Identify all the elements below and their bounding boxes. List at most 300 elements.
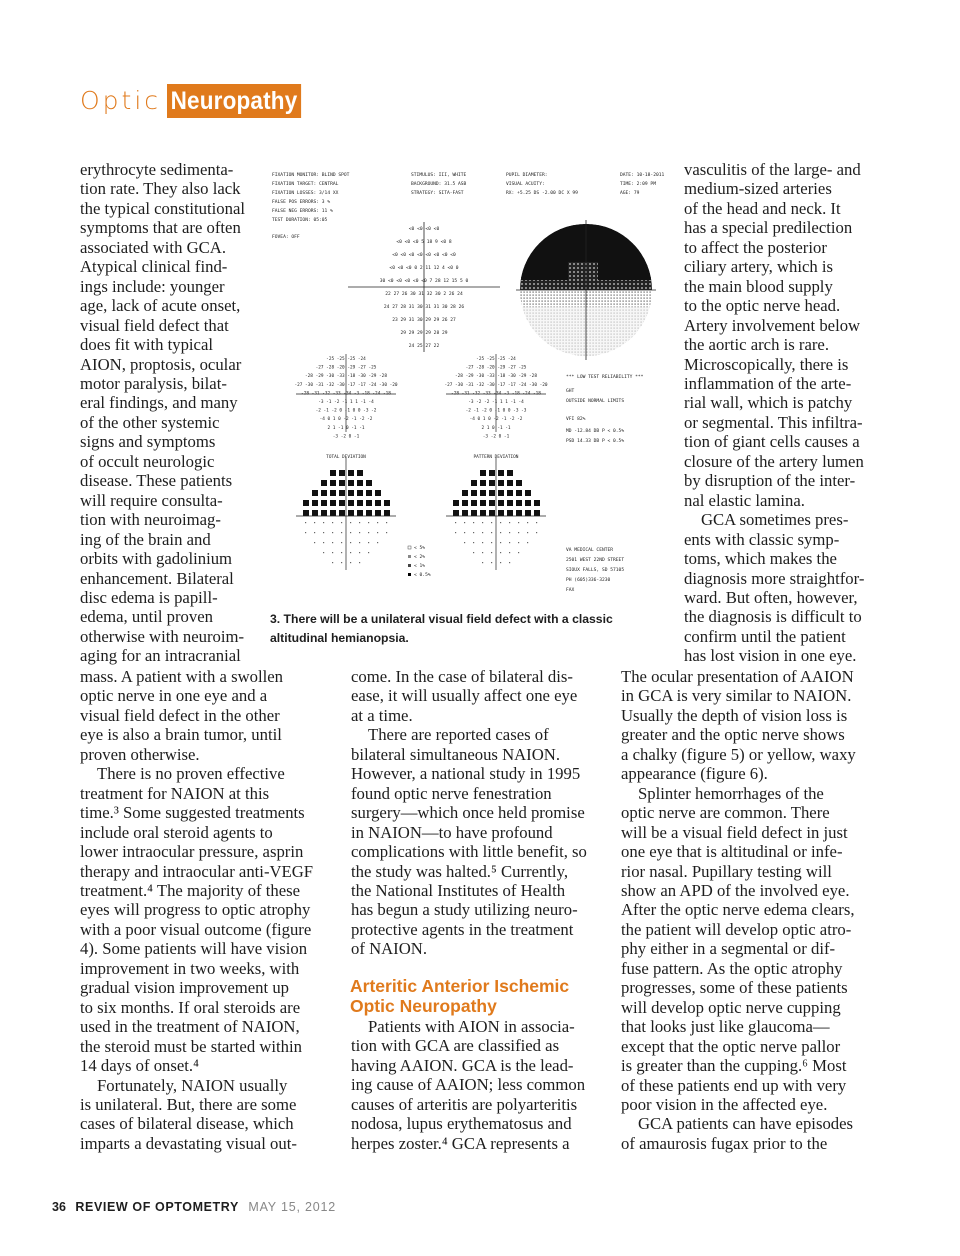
text-line: inflammation of the arte- xyxy=(684,373,852,393)
probability-symbol xyxy=(507,500,513,506)
section-heading-line: Arteritic Anterior Ischemic xyxy=(350,976,570,996)
header-text: FOVEA: OFF xyxy=(272,235,300,240)
probability-symbol xyxy=(489,490,495,496)
text-line: complications with little benefit, so xyxy=(351,842,587,862)
text-line: causes of arteritis are polyarteritis xyxy=(351,1094,578,1114)
text-line: herpes zoster.⁴ GCA represents a xyxy=(351,1133,570,1153)
probability-symbol xyxy=(323,522,324,523)
probability-symbol xyxy=(330,490,336,496)
text-line: has lost vision in one eye. xyxy=(684,646,857,666)
probability-symbol xyxy=(321,500,327,506)
text-line: show an APD of the involved eye. xyxy=(621,880,850,900)
probability-symbol xyxy=(453,500,459,506)
column-3-top xyxy=(684,160,864,666)
grid-row: -28 -29 -30 -33 -18 -30 -29 -28 xyxy=(455,374,537,380)
probability-symbol xyxy=(473,522,474,523)
probability-symbol xyxy=(518,522,519,523)
column-3-bottom xyxy=(621,667,856,1153)
page-footer xyxy=(52,1199,336,1215)
probability-symbol xyxy=(341,542,342,543)
header-text: FIXATION MONITOR: BLIND SPOT xyxy=(272,173,350,178)
text-line: has begun a study utilizing neuro- xyxy=(351,900,578,920)
probability-symbol xyxy=(366,500,372,506)
text-line: disease. These patients xyxy=(80,471,233,491)
probability-symbol xyxy=(321,480,327,486)
text-line: tion of giant cells causes a xyxy=(684,432,860,452)
text-line: fuse pattern. As the optic atrophy xyxy=(621,958,843,978)
address-text: FAX xyxy=(566,588,575,593)
probability-symbol xyxy=(350,532,351,533)
probability-symbol xyxy=(377,532,378,533)
text-line: appearance (figure 6). xyxy=(621,764,768,784)
probability-symbol xyxy=(489,510,495,516)
text-line: Microscopically, there is xyxy=(684,354,849,374)
text-line: visual field defect that xyxy=(80,315,229,335)
text-line: therapy and intraocular anti-VEGF xyxy=(80,861,314,881)
probability-symbol xyxy=(377,542,378,543)
probability-symbol xyxy=(341,532,342,533)
text-line: signs and symptoms xyxy=(80,432,216,452)
text-line: cases of bilateral disease, which xyxy=(80,1114,294,1134)
probability-symbol xyxy=(516,510,522,516)
probability-symbol xyxy=(312,490,318,496)
text-line: will require consulta- xyxy=(80,490,223,510)
probability-symbol xyxy=(534,500,540,506)
probability-symbol xyxy=(339,490,345,496)
probability-symbol xyxy=(518,532,519,533)
grid-row: -3 -2 0 -1 xyxy=(482,434,510,440)
text-line: of the head and neck. It xyxy=(684,198,841,218)
probability-symbol xyxy=(464,532,465,533)
text-line: the typical constitutional xyxy=(80,198,245,218)
probability-symbol xyxy=(339,510,345,516)
text-line: the steroid must be started within xyxy=(80,1036,302,1056)
probability-symbol xyxy=(330,500,336,506)
grid-row: -3 -1 -2 -1 1 1 -1 -4 xyxy=(318,400,374,405)
visual-field-figure xyxy=(268,162,668,612)
probability-symbol xyxy=(498,470,504,476)
text-line: progresses, some of these patients xyxy=(621,978,848,998)
probability-symbol xyxy=(359,522,360,523)
text-line: to affect the posterior xyxy=(684,237,827,257)
text-line: closure of the artery lumen xyxy=(684,451,864,471)
header-text: VISUAL ACUITY: xyxy=(506,182,545,187)
probability-symbol xyxy=(332,552,333,553)
text-line: phy either in a segmental or dif- xyxy=(621,939,836,959)
text-line: the patient will develop optic atro- xyxy=(621,919,852,939)
clinic-address xyxy=(566,547,624,593)
text-line: orbits with gadolinium xyxy=(80,549,233,569)
text-line: treatment.⁴ The majority of these xyxy=(80,880,301,900)
pattern-deviation-plot xyxy=(444,354,547,460)
probability-symbol xyxy=(455,532,456,533)
running-head-light: Optic xyxy=(80,86,162,115)
probability-symbol xyxy=(348,510,354,516)
grid-row: -27 -28 -20 -29 -27 -25 xyxy=(315,365,377,371)
issue-date: MAY 15, 2012 xyxy=(248,1200,337,1214)
md-text: MD -12.84 DB P < 0.5% xyxy=(566,429,625,434)
column-1-top xyxy=(80,160,245,666)
grid-row: 29 29 29 29 28 29 xyxy=(400,331,448,336)
probability-symbol xyxy=(357,470,363,476)
grid-row: 30 <0 <0 <0 <0 <0 7 28 12 15 5 0 xyxy=(379,279,469,284)
publication-name: REVIEW OF OPTOMETRY xyxy=(75,1200,239,1214)
probability-symbol xyxy=(500,552,501,553)
probability-symbol xyxy=(527,522,528,523)
legend-text: < 2% xyxy=(414,555,426,560)
probability-symbol xyxy=(339,480,345,486)
grid-row: <0 <0 <0 <0 <0 <0 <0 <0 xyxy=(392,253,456,258)
grid-row: <0 <0 <0 <0 xyxy=(408,227,440,232)
text-line: The ocular presentation of AAION xyxy=(621,667,854,686)
probability-symbol xyxy=(491,532,492,533)
probability-symbol xyxy=(507,470,513,476)
probability-symbol xyxy=(323,552,324,553)
probability-symbol xyxy=(357,480,363,486)
probability-symbol xyxy=(536,532,537,533)
text-line: ease, it will usually affect one eye xyxy=(351,686,578,706)
text-line: otherwise with neuroim- xyxy=(80,626,245,646)
probability-symbol xyxy=(480,510,486,516)
probability-symbol xyxy=(482,552,483,553)
probability-symbol xyxy=(491,542,492,543)
probability-symbol xyxy=(507,480,513,486)
probability-symbol xyxy=(462,500,468,506)
probability-symbol xyxy=(323,532,324,533)
text-line: diagnosis more straightfor- xyxy=(684,568,865,588)
reliability-text: *** LOW TEST RELIABILITY *** xyxy=(566,375,644,380)
text-line: except that the optic nerve pallor xyxy=(621,1036,841,1056)
probability-symbol xyxy=(386,522,387,523)
probability-symbol xyxy=(516,490,522,496)
grid-row: -4 0 1 0 -2 -1 -2 -2 xyxy=(469,417,523,423)
text-line: motor paralysis, bilat- xyxy=(80,373,227,393)
column-2-top xyxy=(351,667,587,959)
text-line: disc edema is papill- xyxy=(80,587,218,607)
plot-label: PATTERN DEVIATION xyxy=(473,455,519,460)
probability-symbol xyxy=(366,480,372,486)
grid-row: -27 -30 -31 -32 -30 -17 -17 -24 -30 -20 xyxy=(294,382,398,388)
text-line: does fit with typical xyxy=(80,335,214,355)
probability-symbol xyxy=(509,532,510,533)
text-line: nal elastic lamina. xyxy=(684,490,805,510)
header-text: TEST DURATION: 05:05 xyxy=(272,218,328,223)
probability-symbol xyxy=(323,542,324,543)
probability-symbol xyxy=(377,522,378,523)
grid-row: -28 -29 -30 -33 -18 -30 -29 -28 xyxy=(305,374,387,380)
probability-symbol xyxy=(350,542,351,543)
probability-symbol xyxy=(339,470,345,476)
probability-symbol xyxy=(339,500,345,506)
probability-symbol xyxy=(305,532,306,533)
header-text: FIXATION TARGET: CENTRAL xyxy=(272,182,339,187)
text-line: the study was halted.⁵ Currently, xyxy=(351,861,568,881)
text-line: After the optic nerve edema clears, xyxy=(621,900,855,920)
probability-symbol xyxy=(375,490,381,496)
text-line: ing cause of AAION; less common xyxy=(351,1075,586,1095)
probability-symbol xyxy=(525,510,531,516)
header-text: STRATEGY: SITA-FAST xyxy=(411,191,464,196)
probability-symbol xyxy=(480,470,486,476)
probability-symbol xyxy=(482,532,483,533)
vfi-text: VFI 82% xyxy=(566,417,586,422)
probability-symbol xyxy=(473,552,474,553)
text-line: in GCA is very similar to NAION. xyxy=(621,686,852,706)
caption-line: 3. There will be a unilateral visual field defect with a classic xyxy=(270,612,613,626)
text-line: come. In the case of bilateral dis- xyxy=(351,667,573,686)
text-line: AION, proptosis, ocular xyxy=(80,354,242,374)
text-line: that looks just like glaucoma— xyxy=(621,1017,830,1037)
probability-symbol xyxy=(480,500,486,506)
probability-symbol xyxy=(507,510,513,516)
threshold-grid xyxy=(348,222,500,352)
probability-symbol xyxy=(534,510,540,516)
text-line: Patients with AION in associa- xyxy=(368,1017,575,1036)
ght-text: GHT xyxy=(566,389,575,394)
text-line: medium-sized arteries xyxy=(684,179,832,199)
probability-legend xyxy=(408,545,431,578)
probability-symbol xyxy=(489,480,495,486)
address-text: SIOUX FALLS, SD 57105 xyxy=(566,568,625,573)
probability-symbol xyxy=(507,490,513,496)
probability-symbol xyxy=(516,500,522,506)
text-line: ings include: younger xyxy=(80,276,225,296)
probability-symbol xyxy=(357,490,363,496)
header-text: FALSE NEG ERRORS: 11 % xyxy=(272,209,333,214)
probability-symbol xyxy=(359,532,360,533)
probability-symbol xyxy=(330,470,336,476)
probability-symbol xyxy=(314,542,315,543)
grid-row: 24 25 27 22 xyxy=(408,344,440,349)
text-line: eye is also a brain tumor, until xyxy=(80,725,282,745)
grid-row: -3 -2 0 -1 xyxy=(332,434,360,440)
probability-symbol xyxy=(518,542,519,543)
page-number: 36 xyxy=(52,1200,66,1214)
probability-symbol xyxy=(368,552,369,553)
text-line: imparts a devastating visual out- xyxy=(80,1133,297,1153)
text-line: has a special predilection xyxy=(684,218,853,238)
text-line: a chalky (figure 5) or yellow, waxy xyxy=(621,744,856,764)
text-line: or segmental. This infiltra- xyxy=(684,412,863,432)
address-text: PH (605)336-3230 xyxy=(566,578,611,583)
text-line: ward. But often, however, xyxy=(684,587,858,607)
probability-symbol xyxy=(471,490,477,496)
header-text: PUPIL DIAMETER: xyxy=(506,173,548,178)
text-line: ents with classic symp- xyxy=(684,529,840,549)
probability-symbol xyxy=(305,522,306,523)
probability-symbol xyxy=(498,500,504,506)
text-line: will be a visual field defect in just xyxy=(621,822,848,842)
probability-symbol xyxy=(482,542,483,543)
address-text: VA MEDICAL CENTER xyxy=(566,548,614,553)
ght-result: OUTSIDE NORMAL LIMITS xyxy=(566,399,625,404)
text-line: treatment for NAION at this xyxy=(80,783,270,803)
text-line: eral findings, and many xyxy=(80,393,238,413)
probability-symbol xyxy=(312,510,318,516)
probability-symbol xyxy=(375,510,381,516)
probability-symbol xyxy=(348,470,354,476)
text-line: to the optic nerve head. xyxy=(684,296,841,316)
grid-row: 23 29 31 30 29 29 26 27 xyxy=(392,318,456,323)
text-line: Splinter hemorrhages of the xyxy=(638,783,824,803)
text-line: optic nerve are common. There xyxy=(621,803,830,823)
header-text: FIXATION LOSSES: 3/14 XX xyxy=(272,191,339,196)
text-line: improvement in two weeks, with xyxy=(80,958,300,978)
grid-row: -4 0 1 0 -2 -1 -2 -2 xyxy=(319,417,373,423)
probability-symbol xyxy=(350,562,351,563)
grid-row: <0 <0 <0 0 2 11 12 4 <0 0 xyxy=(389,266,459,271)
probability-symbol xyxy=(464,542,465,543)
grid-row: <0 <0 <0 5 18 9 <0 8 xyxy=(396,240,452,245)
text-line: is unilateral. But, there are some xyxy=(80,1094,297,1114)
text-line: toms, which makes the xyxy=(684,549,837,569)
text-line: of NAION. xyxy=(351,939,428,959)
text-line: erythrocyte sedimenta- xyxy=(80,160,234,179)
printout-indices xyxy=(566,374,644,444)
probability-symbol xyxy=(330,510,336,516)
header-text: AGE: 79 xyxy=(620,191,640,196)
caption-line: altitudinal hemianopsia. xyxy=(270,631,409,645)
text-line: to six months. If oral steroids are xyxy=(80,997,301,1017)
probability-symbol xyxy=(455,522,456,523)
probability-symbol xyxy=(464,522,465,523)
probability-symbol xyxy=(518,552,519,553)
text-line: by disruption of the inter- xyxy=(684,471,856,491)
section-heading xyxy=(350,976,569,1016)
text-line: rial wall, which is patchy xyxy=(684,393,853,413)
probability-symbol xyxy=(491,562,492,563)
probability-symbol xyxy=(489,500,495,506)
probability-symbol xyxy=(368,542,369,543)
text-line: Usually the depth of vision loss is xyxy=(621,705,848,725)
text-line: the National Institutes of Health xyxy=(351,880,566,900)
text-line: having AAION. GCA is the lead- xyxy=(351,1055,574,1075)
column-1-bottom xyxy=(80,667,313,1153)
probability-symbol xyxy=(498,480,504,486)
probability-symbol xyxy=(359,562,360,563)
text-line: the aortic arch is rare. xyxy=(684,335,830,355)
grid-row: 2 1 0 -1 -1 xyxy=(481,425,511,431)
probability-symbol xyxy=(473,532,474,533)
probability-symbol xyxy=(357,500,363,506)
probability-symbol xyxy=(453,510,459,516)
probability-symbol xyxy=(527,542,528,543)
probability-symbol xyxy=(341,552,342,553)
text-line: surgery—which once held promise xyxy=(351,803,585,823)
probability-symbol xyxy=(509,522,510,523)
text-line: eyes will progress to optic atrophy xyxy=(80,900,311,920)
text-line: of amaurosis fugax prior to the xyxy=(621,1133,828,1153)
text-line: tion rate. They also lack xyxy=(80,179,241,199)
text-line: bilateral simultaneous NAION. xyxy=(351,744,561,764)
psd-text: PSD 14.33 DB P < 0.5% xyxy=(566,439,625,444)
probability-symbol xyxy=(500,522,501,523)
text-line: used in the treatment of NAION, xyxy=(80,1017,300,1037)
probability-symbol xyxy=(498,490,504,496)
text-line: of the other systemic xyxy=(80,412,220,432)
text-line: the main blood supply xyxy=(684,276,833,296)
text-line: one eye that is altitudinal or infe- xyxy=(621,842,843,862)
probability-symbol xyxy=(509,542,510,543)
probability-symbol xyxy=(471,480,477,486)
grid-row: -2 -1 -2 0 -1 0 0 -3 -2 xyxy=(315,408,377,414)
probability-symbol xyxy=(516,480,522,486)
probability-symbol xyxy=(384,510,390,516)
probability-symbol xyxy=(312,500,318,506)
probability-symbol xyxy=(303,510,309,516)
probability-symbol xyxy=(471,500,477,506)
text-line: confirm until the patient xyxy=(684,626,846,646)
probability-symbol xyxy=(341,522,342,523)
probability-symbol xyxy=(348,490,354,496)
probability-symbol xyxy=(384,500,390,506)
probability-symbol xyxy=(348,480,354,486)
probability-symbol xyxy=(332,562,333,563)
text-line: age, lack of acute onset, xyxy=(80,296,241,316)
grid-row: -27 -30 -31 -32 -30 -17 -17 -24 -30 -20 xyxy=(444,382,548,388)
text-line: include oral steroid agents to xyxy=(80,822,273,842)
text-line: vasculitis of the large- and xyxy=(684,160,861,179)
text-line: found optic nerve fenestration xyxy=(351,783,552,803)
header-text: RX: +5.25 DS -2.00 DC X 99 xyxy=(506,191,578,196)
probability-symbol xyxy=(359,552,360,553)
text-line: Artery involvement below xyxy=(684,315,861,335)
probability-symbol xyxy=(489,470,495,476)
header-text: BACKGROUND: 31.5 ASB xyxy=(411,182,467,187)
probability-symbol xyxy=(498,510,504,516)
text-line: greater and the optic nerve shows xyxy=(621,725,845,745)
probability-symbol xyxy=(341,562,342,563)
text-line: enhancement. Bilateral xyxy=(80,568,234,588)
grid-row: -2 -1 -2 0 -1 0 0 -3 -3 xyxy=(465,408,527,414)
probability-symbol xyxy=(480,490,486,496)
text-line: 4). Some patients will have vision xyxy=(80,939,308,959)
text-line: proven otherwise. xyxy=(80,744,200,764)
text-line: poor vision in the affected eye. xyxy=(621,1094,828,1114)
grid-row: 22 27 26 30 31 32 30 2 26 24 xyxy=(385,292,463,297)
text-line: GCA patients can have episodes xyxy=(638,1114,854,1134)
probability-symbol xyxy=(500,562,501,563)
legend-text: < 1% xyxy=(414,564,426,569)
probability-symbol xyxy=(471,510,477,516)
probability-symbol xyxy=(368,532,369,533)
running-head-bold: Neuropathy xyxy=(167,84,301,118)
probability-symbol xyxy=(348,500,354,506)
grid-row: 2 1 -1 0 -1 -1 xyxy=(327,425,365,431)
text-line: GCA sometimes pres- xyxy=(701,510,849,530)
text-line: There is no proven effective xyxy=(97,764,285,784)
text-line: nodosa, lupus erythematosus and xyxy=(351,1114,572,1134)
header-text: FALSE POS ERRORS: 3 % xyxy=(272,200,331,205)
probability-symbol xyxy=(375,500,381,506)
running-head xyxy=(80,84,316,118)
probability-symbol xyxy=(462,490,468,496)
text-line: of occult neurologic xyxy=(80,451,215,471)
header-text: TIME: 2:09 PM xyxy=(620,182,656,187)
grayscale-plot xyxy=(516,220,656,360)
text-line: tion with neuroimag- xyxy=(80,510,221,530)
visual-field-printout xyxy=(268,162,668,612)
grid-row: -25 -25 -25 -24 xyxy=(476,357,516,362)
probability-symbol xyxy=(527,532,528,533)
grid-row: 24 27 28 31 30 31 31 30 28 26 xyxy=(383,305,465,310)
text-line: will develop optic nerve cupping xyxy=(621,997,841,1017)
probability-symbol xyxy=(473,542,474,543)
probability-symbol xyxy=(482,522,483,523)
grid-row: -28 -31 -32 -33 -34 -3 -18 -24 -18 xyxy=(451,391,541,397)
text-line: Fortunately, NAION usually xyxy=(97,1075,288,1095)
text-line: is greater than the cupping.⁶ Most xyxy=(621,1056,847,1076)
